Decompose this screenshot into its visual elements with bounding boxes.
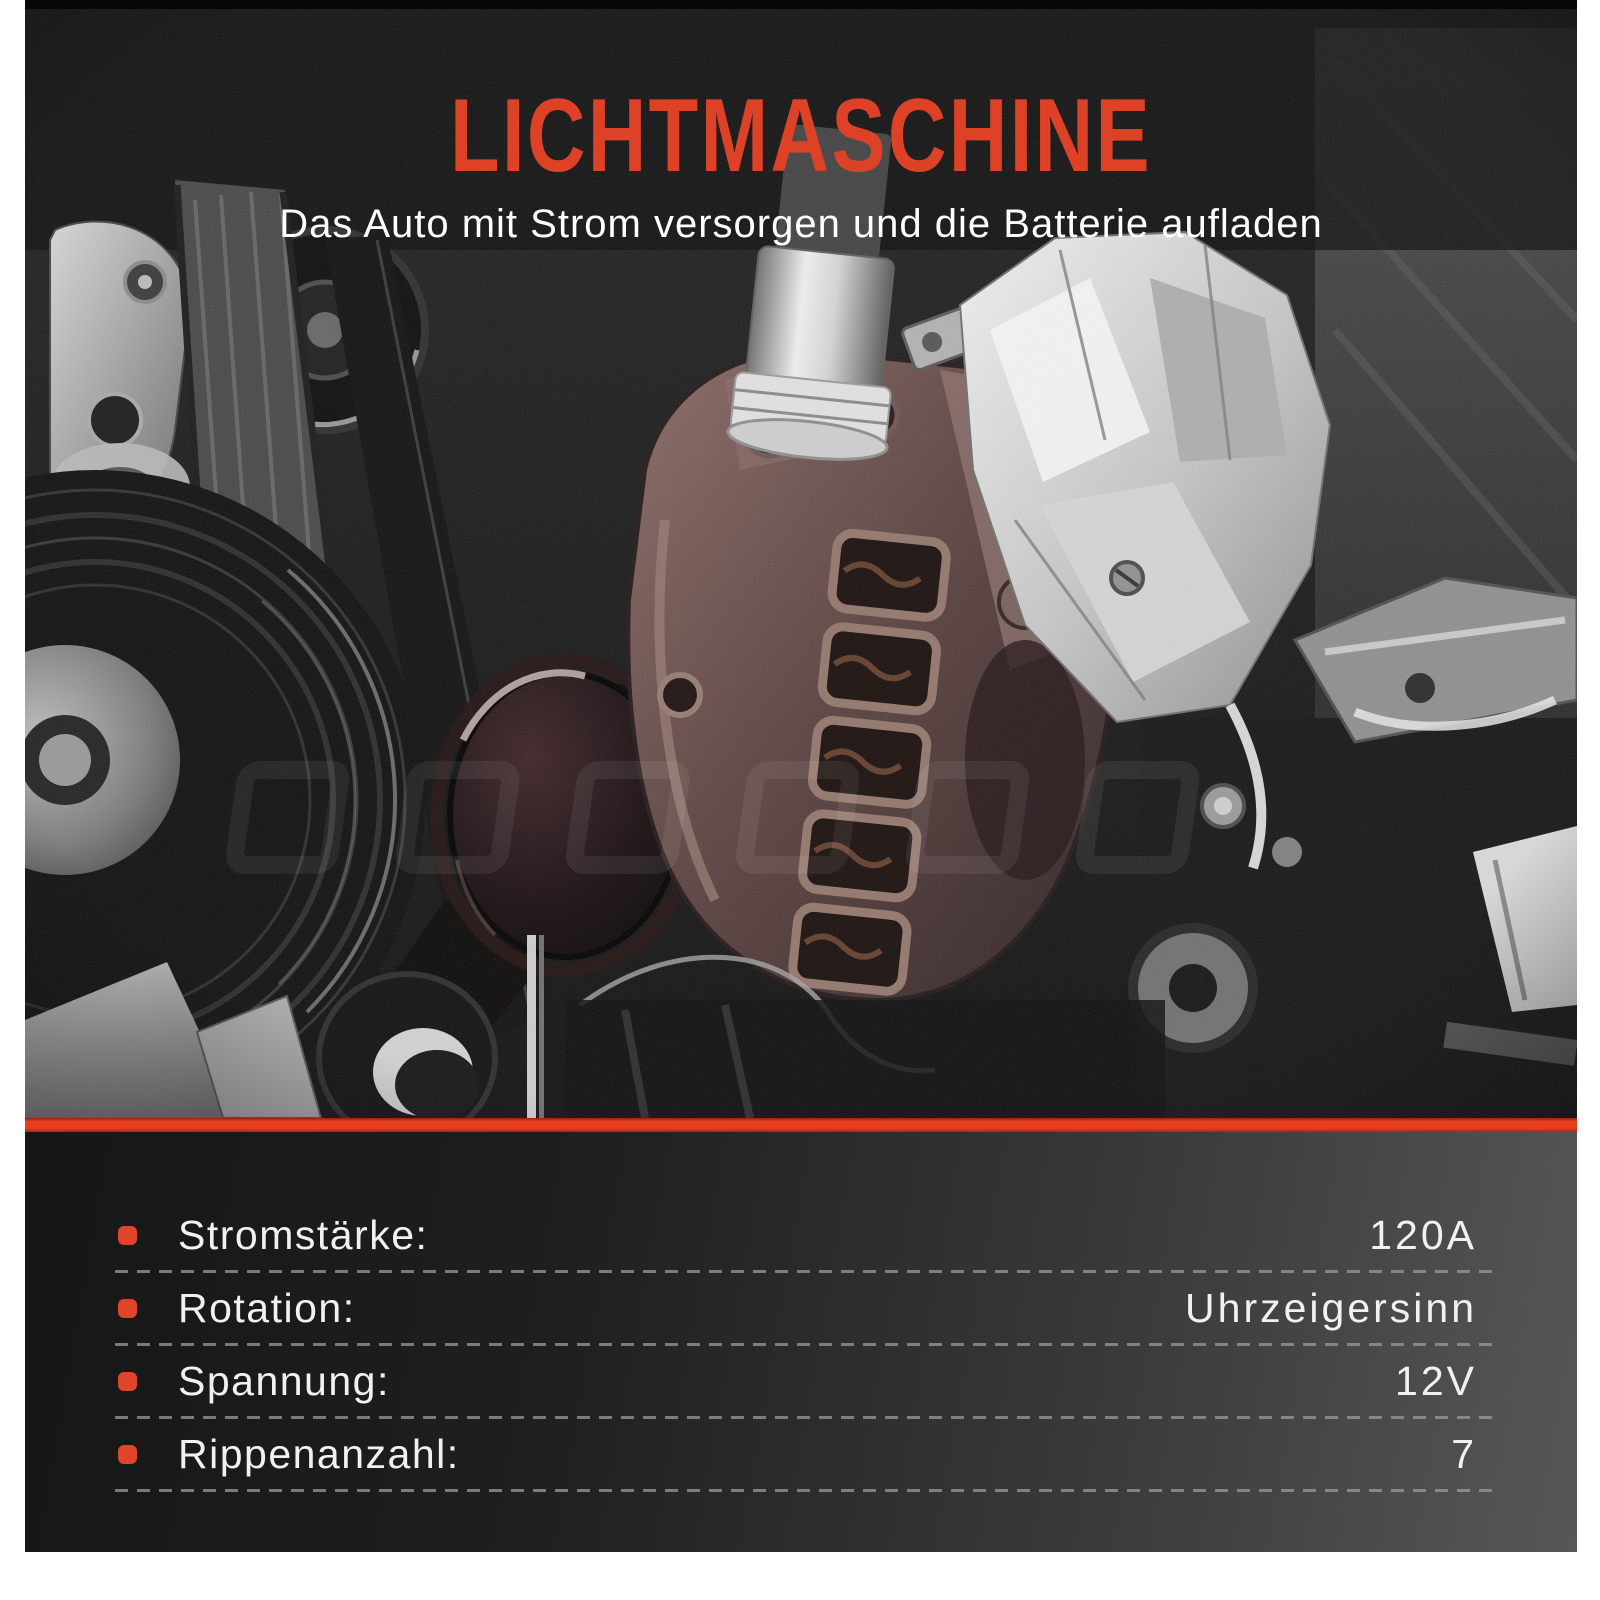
bullet-icon: [118, 1445, 137, 1464]
dashed-separator: [115, 1343, 1492, 1346]
spec-value: 7: [1451, 1430, 1477, 1477]
bullet-icon: [118, 1299, 137, 1318]
dashed-separator: [115, 1270, 1492, 1273]
spec-row-rotation: [25, 1273, 1577, 1343]
red-divider-bar: [25, 1118, 1577, 1132]
spec-value: 120A: [1369, 1211, 1477, 1258]
spec-value: 12V: [1395, 1357, 1477, 1404]
spec-row-stromstaerke: [25, 1200, 1577, 1270]
bullet-icon: [118, 1372, 137, 1391]
content-area: [25, 0, 1577, 1552]
dashed-separator: [115, 1489, 1492, 1492]
spec-row-spannung: [25, 1346, 1577, 1416]
spec-label: Rotation:: [178, 1284, 356, 1331]
bullet-icon: [118, 1226, 137, 1245]
page-title: LICHTMASCHINE: [450, 78, 1152, 194]
spec-value: Uhrzeigersinn: [1185, 1284, 1477, 1331]
spec-row-rippenanzahl: [25, 1419, 1577, 1489]
spec-label: Spannung:: [178, 1357, 390, 1404]
header: [25, 0, 1577, 247]
spec-label: Rippenanzahl:: [178, 1430, 460, 1477]
page-subtitle: Das Auto mit Strom versorgen und die Batterie aufladen: [279, 202, 1323, 246]
dashed-separator: [115, 1416, 1492, 1419]
spec-label: Stromstärke:: [178, 1211, 429, 1258]
spec-panel: [25, 1132, 1577, 1552]
